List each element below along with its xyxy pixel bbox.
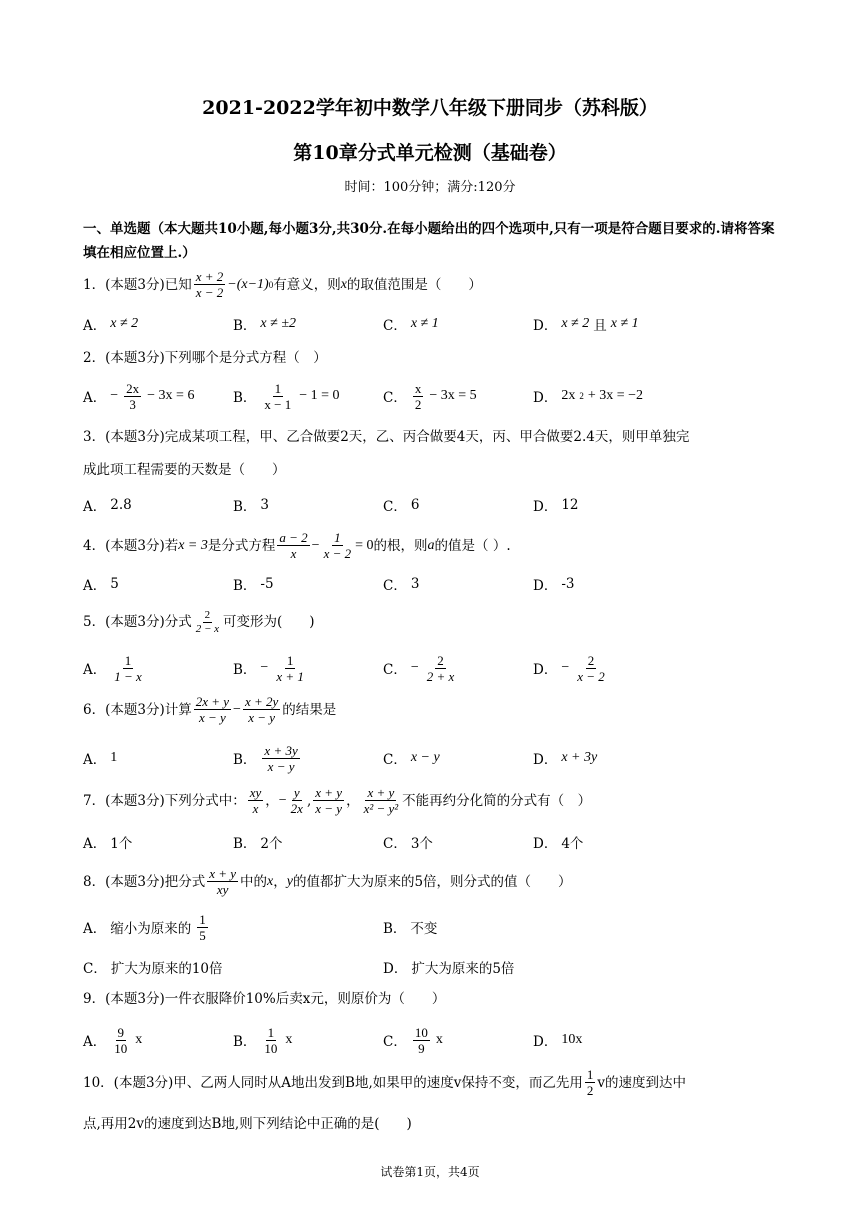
option-d[interactable]: D． 2x 2 + 3x = −2 — [533, 388, 644, 406]
option-c[interactable]: C． $\frac{10}{9}$ x — [383, 1024, 443, 1056]
question-3-options — [83, 485, 783, 525]
option-b[interactable]: B． 不变 — [383, 921, 438, 937]
question-2: 2．(本题3分)下列哪个是分式方程（ ） — [83, 350, 327, 366]
option-a[interactable]: A． 1个 — [83, 836, 133, 852]
option-d[interactable]: D． 4个 — [533, 836, 584, 852]
option-c[interactable]: C． 扩大为原来的10倍 — [83, 961, 223, 977]
option-b[interactable]: B． $\frac{1}{10}$ x — [233, 1024, 293, 1056]
option-c[interactable]: C． 3 — [383, 576, 420, 594]
question-3-line1: 3．(本题3分)完成某项工程，甲、乙合做要2天，乙、丙合做要4天，丙、甲合做要2.4天，则甲单独完 — [83, 429, 690, 445]
exam-title: 2021-2022学年初中数学八年级下册同步（苏科版） — [202, 97, 658, 119]
question-3-line2: 成此项工程需要的天数是（ ） — [83, 462, 286, 478]
question-5-options — [83, 648, 783, 688]
option-d[interactable]: D． x ≠ 2 且 x ≠ 1 — [533, 316, 639, 334]
page-footer: 试卷第1页，共4页 — [380, 1165, 480, 1179]
option-d[interactable]: D． 12 — [533, 497, 579, 515]
option-a[interactable]: A． 缩小为原来的 $\frac{1}{5}$ — [83, 911, 206, 943]
option-d[interactable]: D． 10x — [533, 1032, 583, 1050]
option-c[interactable]: C． 6 — [383, 497, 420, 515]
option-d[interactable]: D． 扩大为原来的5倍 — [383, 961, 515, 977]
option-c[interactable]: C． x − y — [383, 750, 440, 768]
option-b[interactable]: B． x ≠ ±2 — [233, 316, 297, 334]
option-a[interactable]: A． 5 — [83, 576, 119, 594]
question-7: 7．(本题3分)下列分式中： $\frac{xy}{x}$ ， − $\frac{y}{2x}$ , $\frac{x + y}{x - y}$ ， $\frac{x + y}{\text{x² − y²}}$ 不能再约分化简的分式有（ ） — [83, 785, 592, 816]
chapter-title: 第10章分式单元检测（基础卷） — [293, 142, 567, 164]
question-8-options-row2 — [83, 947, 783, 987]
option-b[interactable]: B． 3 — [233, 497, 270, 515]
question-8: 8．(本题3分)把分式 $\frac{x + y}{xy}$ 中的 x ， y 的值都扩大为原来的5倍，则分式的值（ ） — [83, 866, 572, 897]
section-heading: 一、单选题（本大题共10小题,每小题3分,共30分.在每小题给出的四个选项中,只有一项是符合题目要求的.请将答案填在相应位置上.） — [83, 221, 775, 261]
option-a[interactable]: A． 1 — [83, 750, 118, 768]
question-7-options — [83, 822, 783, 862]
option-b[interactable]: B． 2个 — [233, 836, 283, 852]
option-a[interactable]: A． x ≠ 2 — [83, 316, 139, 334]
q1-fraction: $\frac{x + 2}{x - 2}$ — [195, 269, 224, 300]
question-4: 4．(本题3分)若 x = 3 是分式方程 $\frac{a - 2}{x}$ − $\frac{1}{x - 2}$ = 0 的根，则 a 的值是（ ）. — [83, 530, 511, 561]
question-9-options — [83, 1020, 783, 1060]
question-2-options — [83, 376, 783, 416]
option-c[interactable]: C． x ≠ 1 — [383, 316, 439, 334]
question-9: 9．(本题3分)一件衣服降价10%后卖x元，则原价为（ ） — [83, 991, 446, 1007]
question-8-options-row1 — [83, 907, 783, 947]
option-a[interactable]: A． $\frac{1}{1 - x}$ — [83, 652, 142, 684]
option-c[interactable]: C． 3个 — [383, 836, 433, 852]
option-c[interactable]: C． $\frac{x}{2}$ − 3x = 5 — [383, 380, 477, 412]
option-d[interactable]: D． x + 3y — [533, 750, 598, 768]
question-1-options — [83, 304, 783, 344]
question-10-line2: 点,再用2v的速度到达B地,则下列结论中正确的是( ) — [83, 1116, 412, 1132]
exam-time-score: 时间：100分钟；满分:120分 — [344, 180, 516, 195]
option-d[interactable]: D． -3 — [533, 576, 575, 594]
question-5: 5．(本题3分)分式 $\frac{2}{2 - x}$ 可变形为( ) — [83, 608, 315, 635]
option-c[interactable]: C． − $\frac{2}{2 + x}$ — [383, 652, 455, 684]
question-10-line1: 10．(本题3分)甲、乙两人同时从A地出发到B地,如果甲的速度v保持不变，而乙先用 $\frac{1}{2}$ v的速度到达中 — [83, 1067, 687, 1098]
option-d[interactable]: D． − $\frac{2}{x - 2}$ — [533, 652, 605, 684]
option-a[interactable]: A． 2.8 — [83, 497, 132, 515]
option-b[interactable]: B． − $\frac{1}{x + 1}$ — [233, 652, 304, 684]
question-6-options — [83, 738, 783, 778]
option-b[interactable]: B． $\frac{x + 3y}{x - y}$ — [233, 742, 298, 774]
question-4-options — [83, 564, 783, 604]
option-b[interactable]: B． $\frac{1}{x - 1}$ − 1 = 0 — [233, 380, 340, 412]
option-a[interactable]: A． − $\frac{2x}{3}$ − 3x = 6 — [83, 380, 195, 412]
question-6: 6．(本题3分)计算 $\frac{2x + y}{x - y}$ − $\frac{x + 2y}{x - y}$ 的结果是 — [83, 694, 337, 725]
option-a[interactable]: A． $\frac{9}{10}$ x — [83, 1024, 143, 1056]
question-1: 1． (本题3分)已知 $\frac{x + 2}{x - 2}$ −(x−1) 0 有意义，则 x 的取值范围是（ ） — [83, 269, 482, 300]
option-b[interactable]: B． -5 — [233, 576, 274, 594]
